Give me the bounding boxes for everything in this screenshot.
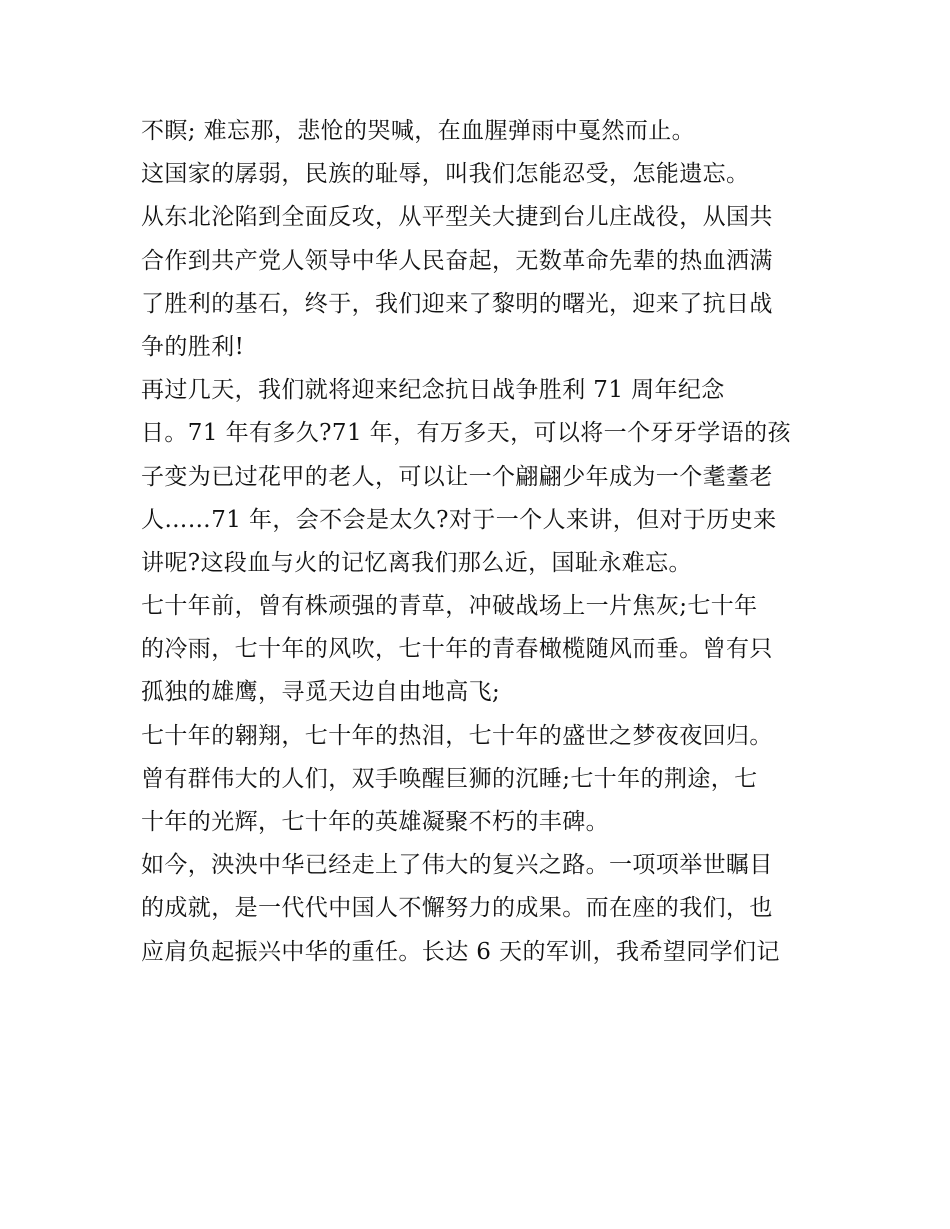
text-line: 再过几天，我们就将迎来纪念抗日战争胜利 71 周年纪念 [141,377,725,404]
text-line: 应肩负起振兴中华的重任。长达 6 天的军训，我希望同学们记 [141,938,780,965]
text-line: 子变为已过花甲的老人，可以让一个翩翩少年成为一个耄耋老 [141,463,773,490]
text-line: 了胜利的基石，终于，我们迎来了黎明的曙光，迎来了抗日战 [141,290,773,317]
text-line: 讲呢?这段血与火的记忆离我们那么近，国耻永难忘。 [141,549,692,576]
text-line: 的成就，是一代代中国人不懈努力的成果。而在座的我们，也 [141,895,773,922]
speech-text-body [141,110,831,974]
text-line: 人……71 年，会不会是太久?对于一个人来讲，但对于历史来 [141,506,777,533]
text-line: 日。71 年有多久?71 年，有万多天，可以将一个牙牙学语的孩 [141,420,791,447]
text-line: 曾有群伟大的人们，双手唤醒巨狮的沉睡;七十年的荆途，七 [141,765,758,792]
text-line: 七十年的翱翔，七十年的热泪，七十年的盛世之梦夜夜回归。 [141,722,773,749]
text-line: 孤独的雄鹰，寻觅天边自由地高飞; [141,679,501,706]
text-line: 的冷雨，七十年的风吹，七十年的青春橄榄随风而垂。曾有只 [141,636,773,663]
text-line: 十年的光辉，七十年的英雄凝聚不朽的丰碑。 [141,809,609,835]
text-line: 争的胜利! [141,333,245,360]
text-line: 七十年前，曾有株顽强的青草，冲破战场上一片焦灰;七十年 [141,593,758,620]
text-line: 这国家的孱弱，民族的耻辱，叫我们怎能忍受，怎能遗忘。 [141,161,750,188]
text-line: 不瞑; 难忘那，悲怆的哭喊，在血腥弹雨中戛然而止。 [141,118,696,144]
text-line: 合作到共产党人领导中华人民奋起，无数革命先辈的热血洒满 [141,247,773,274]
text-line: 从东北沦陷到全面反攻，从平型关大捷到台儿庄战役，从国共 [141,204,773,231]
text-line: 如今，泱泱中华已经走上了伟大的复兴之路。一项项举世瞩目 [141,852,773,879]
